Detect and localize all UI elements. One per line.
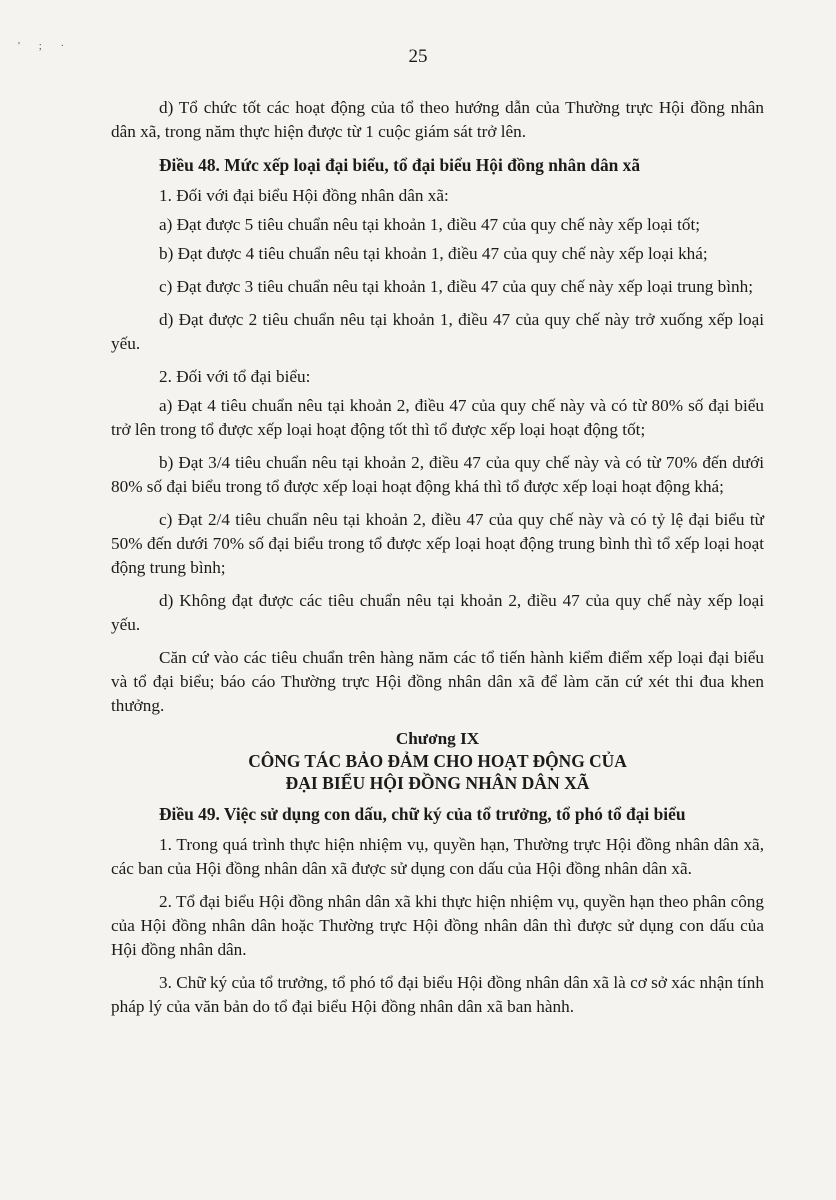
article-48-item-1d: d) Đạt được 2 tiêu chuẩn nêu tại khoản 1, điều 47 của quy chế này trở xuống xếp loại yếu. (111, 310, 764, 353)
article-49-paragraph-3: 3. Chữ ký của tổ trưởng, tổ phó tổ đại biểu Hội đồng nhân dân xã là cơ sở xác nhận tính pháp lý của văn bản do tổ đại biểu Hội đồng nhân dân xã ban hành. (111, 973, 764, 1016)
article-48-item-1c: c) Đạt được 3 tiêu chuẩn nêu tại khoản 1, điều 47 của quy chế này xếp loại trung bình; (159, 277, 754, 296)
article-48-item-2c: c) Đạt 2/4 tiêu chuẩn nêu tại khoản 2, điều 47 của quy chế này và có tỷ lệ đại biểu từ 50% đến dưới 70% số đại biểu trong tổ được xếp loại hoạt động trung bình thì tổ xếp loại hoạt động trung bình; (111, 510, 764, 577)
chapter-title-line-2: ĐẠI BIỂU HỘI ĐỒNG NHÂN DÂN XÃ (285, 773, 590, 793)
paragraph-d-top: d) Tổ chức tốt các hoạt động của tổ theo hướng dẫn của Thường trực Hội đồng nhân dân xã, trong năm thực hiện được từ 1 cuộc giám sát trở lên. (111, 98, 764, 141)
article-48-item-2a: a) Đạt 4 tiêu chuẩn nêu tại khoản 2, điều 47 của quy chế này và có từ 80% số đại biểu trở lên trong tổ được xếp loại hoạt động tốt thì tổ được xếp loại hoạt động tốt; (111, 396, 764, 439)
chapter-number: Chương IX (395, 729, 480, 748)
article-48-item-1a: a) Đạt được 5 tiêu chuẩn nêu tại khoản 1, điều 47 của quy chế này xếp loại tốt; (159, 215, 701, 234)
article-48-item-2b: b) Đạt 3/4 tiêu chuẩn nêu tại khoản 2, điều 47 của quy chế này và có từ 70% đến dưới 80% số đại biểu trong tổ được xếp loại hoạt động khá thì tổ được xếp loại hoạt động khá; (111, 453, 764, 496)
page-number: 25 (408, 46, 428, 67)
article-49-paragraph-2: 2. Tổ đại biểu Hội đồng nhân dân xã khi thực hiện nhiệm vụ, quyền hạn theo phân công của Hội đồng nhân dân hoặc Thường trực Hội đồng nhân dân thì được sử dụng con dấu của Hội đồng nhân dân. (111, 892, 764, 959)
article-49-paragraph-1: 1. Trong quá trình thực hiện nhiệm vụ, quyền hạn, Thường trực Hội đồng nhân dân xã, các ban của Hội đồng nhân dân xã được sử dụng con dấu của Hội đồng nhân dân xã. (111, 835, 764, 878)
chapter-title-line-1: CÔNG TÁC BẢO ĐẢM CHO HOẠT ĐỘNG CỦA (248, 751, 627, 771)
article-48-item-2d: d) Không đạt được các tiêu chuẩn nêu tại khoản 2, điều 47 của quy chế này xếp loại yếu. (111, 591, 764, 634)
scan-specks: ' ; · (18, 40, 73, 52)
article-48-heading: Điều 48. Mức xếp loại đại biểu, tổ đại biểu Hội đồng nhân dân xã (159, 155, 641, 175)
article-49-heading: Điều 49. Việc sử dụng con dấu, chữ ký của tổ trưởng, tổ phó tổ đại biểu (159, 804, 686, 824)
article-48-closing: Căn cứ vào các tiêu chuẩn trên hàng năm các tổ tiến hành kiểm điểm xếp loại đại biểu và tổ đại biểu; báo cáo Thường trực Hội đồng nhân dân xã để làm căn cứ xét thi đua khen thưởng. (111, 648, 764, 715)
article-48-section-1: 1. Đối với đại biểu Hội đồng nhân dân xã: (159, 186, 449, 205)
article-48-section-2: 2. Đối với tổ đại biểu: (159, 367, 311, 386)
article-48-item-1b: b) Đạt được 4 tiêu chuẩn nêu tại khoản 1, điều 47 của quy chế này xếp loại khá; (159, 244, 708, 263)
document-body (111, 96, 764, 1028)
